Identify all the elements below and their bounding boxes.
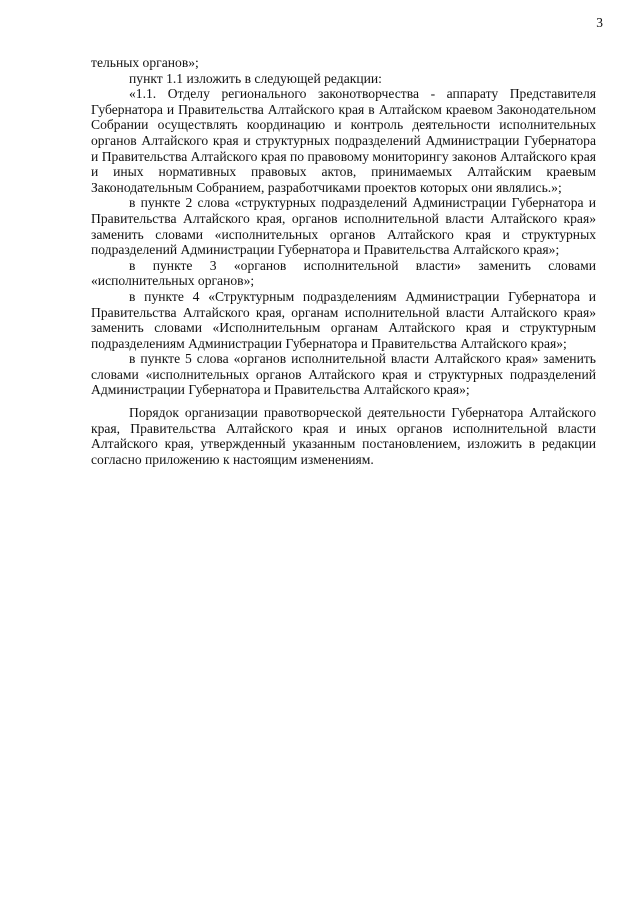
paragraph-item-2: в пункте 2 слова «структурных подразделений Администрации Губернатора и Правительства Алтайского края, органов исполнительной власти Алтайского края» заменить словами «исполнительных органов Алтайского края и структурных подразделений Администрации Губернатора и Правительства Алтайского края»;	[91, 195, 596, 258]
page-number: 3	[596, 15, 603, 30]
paragraph-item-3: в пункте 3 «органов исполнительной власти» заменить словами «исполнительных органов»;	[91, 257, 596, 289]
document-body	[91, 55, 596, 467]
paragraph-item-5: в пункте 5 слова «органов исполнительной власти Алтайского края» заменить словами «исполнительных органов Алтайского края и структурных подразделений Администрации Губернатора и Правительства Алтайского края»;	[91, 351, 596, 398]
paragraph-continuation: тельных органов»;	[91, 55, 199, 70]
paragraph-procedure: Порядок организации правотворческой деятельности Губернатора Алтайского края, Правительства Алтайского края и иных органов исполнительной власти Алтайского края, утвержденный указанным постановлением, изложить в редакции согласно приложению к настоящим изменениям.	[91, 405, 596, 467]
paragraph-item-1-1-text: «1.1. Отделу регионального законотворчества - аппарату Представителя Губернатора и Правительства Алтайского края в Алтайском краевом Законодательном Собрании осуществлять координацию и контроль деятельности исполнительных органов Алтайского края и структурных подразделений Администрации Губернатора и Правительства Алтайского края по правовому мониторингу законов Алтайского края и иных нормативных правовых актов, принимаемых Алтайским краевым Законодательным Собранием, разработчиками проектов которых они являлись.»;	[91, 86, 596, 195]
paragraph-item-1-1-intro: пункт 1.1 изложить в следующей редакции:	[129, 70, 382, 86]
paragraph-item-4: в пункте 4 «Структурным подразделениям Администрации Губернатора и Правительства Алтайского края, органам исполнительной власти Алтайского края» заменить словами «Исполнительным органам Алтайского края и структурным подразделениям Администрации Губернатора и Правительства Алтайского края»;	[91, 288, 596, 351]
